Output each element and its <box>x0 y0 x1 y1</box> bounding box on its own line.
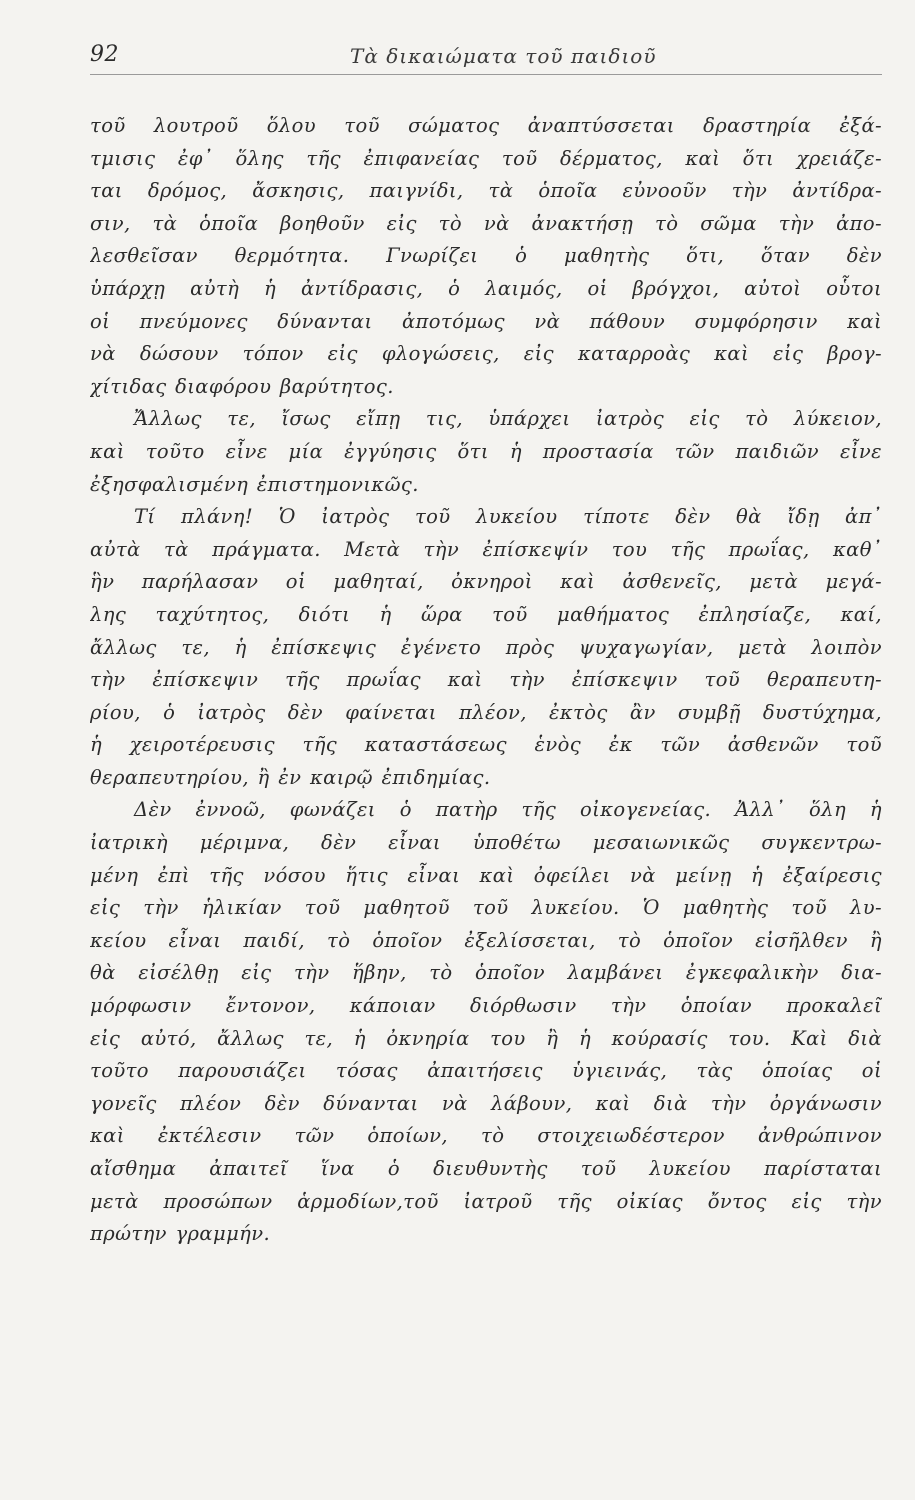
text-line: καὶ ἐκτέλεσιν τῶν ὁποίων, τὸ στοιχειωδέστερον ἀνθρώπινον <box>90 1124 882 1148</box>
text-line: λης ταχύτητος, διότι ἡ ὥρα τοῦ μαθήματος ἐπλησίαζε, καί, <box>90 602 882 626</box>
text-line: καὶ τοῦτο εἶνε μία ἐγγύησις ὅτι ἡ προστασία τῶν παιδιῶν εἶνε <box>90 439 882 463</box>
text-line: Δὲν ἐννοῶ, φωνάζει ὁ πατὴρ τῆς οἰκογενείας. Ἀλλ᾽ ὅλη ἡ <box>134 798 882 822</box>
text-line: ἄλλως τε, ἡ ἐπίσκεψις ἐγένετο πρὸς ψυχαγωγίαν, μετὰ λοιπὸν <box>90 635 882 659</box>
text-line: σιν, τὰ ὁποῖα βοηθοῦν εἰς τὸ νὰ ἀνακτήσῃ τὸ σῶμα τὴν ἀπο- <box>90 211 882 235</box>
text-line: ρίου, ὁ ἰατρὸς δὲν φαίνεται πλέον, ἐκτὸς ἂν συμβῇ δυστύχημα, <box>90 700 882 724</box>
text-line: ἡ χειροτέρευσις τῆς καταστάσεως ἑνὸς ἐκ τῶν ἀσθενῶν τοῦ <box>90 733 882 757</box>
text-line: οἱ πνεύμονες δύνανται ἀποτόμως νὰ πάθουν συμφόρησιν καὶ <box>90 309 882 333</box>
text-line: τμισις ἐφ᾽ ὅλης τῆς ἐπιφανείας τοῦ δέρματος, καὶ ὅτι χρειάζε- <box>90 146 882 170</box>
text-line: ὑπάρχῃ αὐτὴ ἡ ἀντίδρασις, ὁ λαιμός, οἱ βρόγχοι, αὐτοὶ οὗτοι <box>90 276 882 300</box>
text-line: θὰ εἰσέλθῃ εἰς τὴν ἥβην, τὸ ὁποῖον λαμβάνει ἐγκεφαλικὴν δια- <box>90 961 882 985</box>
text-line: αὐτὰ τὰ πράγματα. Μετὰ τὴν ἐπίσκεψίν του τῆς πρωΐας, καθ᾽ <box>90 537 882 561</box>
text-line: κείου εἶναι παιδί, τὸ ὁποῖον ἐξελίσσεται, τὸ ὁποῖον εἰσῆλθεν ἢ <box>90 928 882 952</box>
text-line: Ἄλλως τε, ἴσως εἴπῃ τις, ὑπάρχει ἰατρὸς εἰς τὸ λύκειον, <box>134 407 882 431</box>
text-line: μετὰ προσώπων ἁρμοδίων,τοῦ ἰατροῦ τῆς οἰκίας ὄντος εἰς τὴν <box>90 1189 882 1213</box>
text-line: ἣν παρήλασαν οἱ μαθηταί, ὀκνηροὶ καὶ ἀσθενεῖς, μετὰ μεγά- <box>90 570 882 594</box>
text-line: μένη ἐπὶ τῆς νόσου ἥτις εἶναι καὶ ὀφείλει νὰ μείνῃ ἡ ἐξαίρεσις <box>90 863 882 887</box>
text-line: τὴν ἐπίσκεψιν τῆς πρωΐας καὶ τὴν ἐπίσκεψιν τοῦ θεραπευτη- <box>90 668 882 692</box>
text-line: χίτιδας διαφόρου βαρύτητος. <box>90 374 394 398</box>
text-line: ἰατρικὴ μέριμνα, δὲν εἶναι ὑποθέτω μεσαιωνικῶς συγκεντρω- <box>90 831 882 855</box>
text-line: ἐξησφαλισμένη ἐπιστημονικῶς. <box>90 472 419 496</box>
body-text <box>90 110 882 1251</box>
text-line: Τί πλάνη! Ὁ ἰατρὸς τοῦ λυκείου τίποτε δὲν θὰ ἴδῃ ἀπ᾽ <box>134 505 882 529</box>
text-line: μόρφωσιν ἔντονον, κάποιαν διόρθωσιν τὴν ὁποίαν προκαλεῖ <box>90 994 882 1018</box>
text-line: γονεῖς πλέον δὲν δύνανται νὰ λάβουν, καὶ διὰ τὴν ὀργάνωσιν <box>90 1091 882 1115</box>
text-line: πρώτην γραμμήν. <box>90 1222 271 1246</box>
text-line: θεραπευτηρίου, ἢ ἐν καιρῷ ἐπιδημίας. <box>90 765 491 789</box>
text-line: ται δρόμος, ἄσκησις, παιγνίδι, τὰ ὁποῖα εὐνοοῦν τὴν ἀντίδρα- <box>90 179 882 203</box>
text-line: λεσθεῖσαν θερμότητα. Γνωρίζει ὁ μαθητὴς ὅτι, ὅταν δὲν <box>90 244 882 268</box>
running-title: Τὰ δικαιώματα τοῦ παιδιοῦ <box>350 44 657 68</box>
text-line: εἰς αὐτό, ἄλλως τε, ἡ ὀκνηρία του ἢ ἡ κούρασίς του. Καὶ διὰ <box>90 1026 882 1050</box>
text-line: τοῦτο παρουσιάζει τόσας ἀπαιτήσεις ὑγιεινάς, τὰς ὁποίας οἱ <box>90 1059 882 1083</box>
page-number: 92 <box>90 42 119 67</box>
page-header <box>90 38 882 75</box>
text-line: αἴσθημα ἀπαιτεῖ ἵνα ὁ διευθυντὴς τοῦ λυκείου παρίσταται <box>90 1157 882 1180</box>
text-line: τοῦ λουτροῦ ὅλου τοῦ σώματος ἀναπτύσσεται δραστηρία ἐξά- <box>90 114 882 137</box>
text-line: νὰ δώσουν τόπον εἰς φλογώσεις, εἰς καταρροὰς καὶ εἰς βρογ- <box>90 342 882 366</box>
text-line: εἰς τὴν ἡλικίαν τοῦ μαθητοῦ τοῦ λυκείου. Ὁ μαθητὴς τοῦ λυ- <box>90 896 882 920</box>
